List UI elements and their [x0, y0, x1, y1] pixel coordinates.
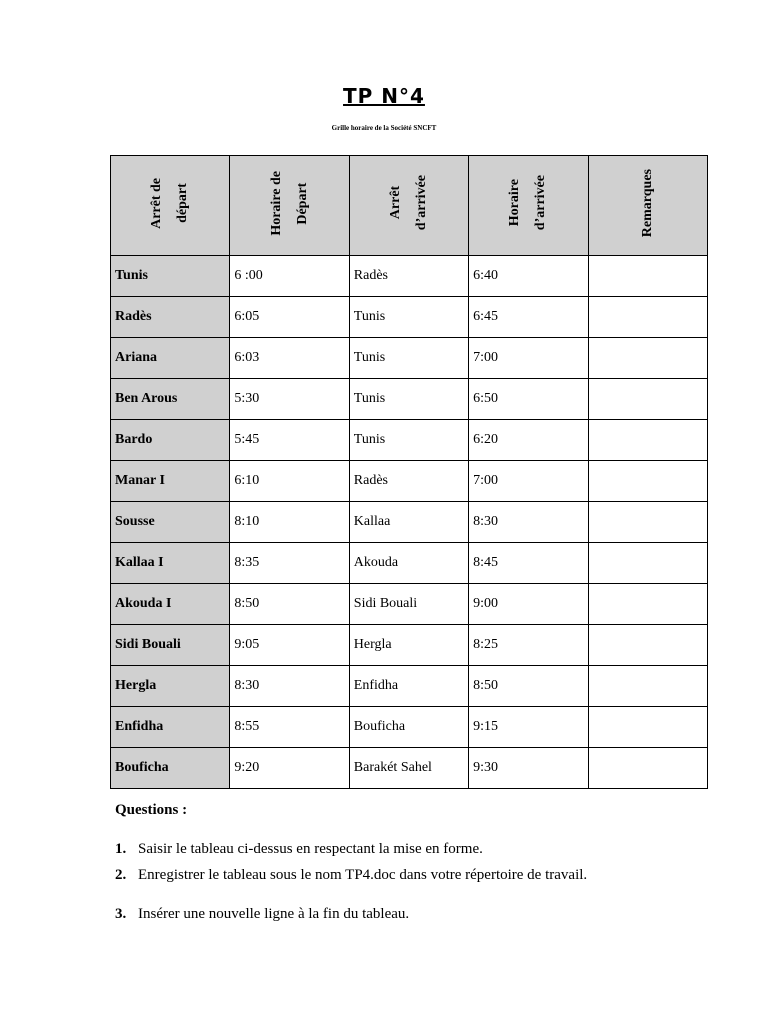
departure-stop-cell: Tunis	[111, 256, 230, 297]
header-depart-stop	[111, 156, 230, 256]
departure-stop-cell: Enfidha	[111, 707, 230, 748]
table-row	[111, 420, 708, 461]
departure-time-cell: 8:10	[230, 502, 349, 543]
timetable	[110, 155, 708, 789]
arrival-stop-cell: Kallaa	[349, 502, 468, 543]
departure-time-cell: 5:30	[230, 379, 349, 420]
questions-section	[115, 802, 715, 932]
remarks-cell	[588, 256, 707, 297]
question-item	[115, 841, 715, 858]
arrival-stop-cell: Sidi Bouali	[349, 584, 468, 625]
arrival-stop-cell: Radès	[349, 461, 468, 502]
table-row	[111, 297, 708, 338]
departure-time-cell: 9:05	[230, 625, 349, 666]
header-label: Horaire de	[268, 170, 284, 236]
departure-time-cell: 8:35	[230, 543, 349, 584]
departure-time-cell: 6 :00	[230, 256, 349, 297]
header-label: Horaire	[507, 179, 523, 227]
departure-time-cell: 5:45	[230, 420, 349, 461]
arrival-stop-cell: Tunis	[349, 338, 468, 379]
arrival-time-cell: 8:30	[469, 502, 588, 543]
table-row	[111, 379, 708, 420]
arrival-time-cell: 7:00	[469, 338, 588, 379]
question-text: Insérer une nouvelle ligne à la fin du tableau.	[138, 906, 410, 922]
remarks-cell	[588, 420, 707, 461]
table-row	[111, 666, 708, 707]
arrival-time-cell: 9:30	[469, 748, 588, 789]
departure-stop-cell: Sidi Bouali	[111, 625, 230, 666]
table-row	[111, 256, 708, 297]
remarks-cell	[588, 543, 707, 584]
arrival-time-cell: 9:15	[469, 707, 588, 748]
header-arrival-stop	[349, 156, 468, 256]
header-label: départ	[175, 183, 191, 223]
page-subtitle: Grille horaire de la Société SNCFT	[331, 124, 437, 132]
arrival-time-cell: 9:00	[469, 584, 588, 625]
header-remarks	[588, 156, 707, 256]
arrival-time-cell: 8:25	[469, 625, 588, 666]
remarks-cell	[588, 502, 707, 543]
table-row	[111, 461, 708, 502]
table-row	[111, 584, 708, 625]
arrival-time-cell: 6:45	[469, 297, 588, 338]
remarks-cell	[588, 625, 707, 666]
table-row	[111, 338, 708, 379]
departure-stop-cell: Ben Arous	[111, 379, 230, 420]
departure-stop-cell: Kallaa I	[111, 543, 230, 584]
remarks-cell	[588, 461, 707, 502]
question-number: 3.	[115, 906, 127, 922]
arrival-time-cell: 6:20	[469, 420, 588, 461]
departure-stop-cell: Hergla	[111, 666, 230, 707]
arrival-time-cell: 8:50	[469, 666, 588, 707]
header-depart-time	[230, 156, 349, 256]
questions-heading: Questions :	[115, 802, 188, 818]
table-row	[111, 502, 708, 543]
remarks-cell	[588, 338, 707, 379]
table-row	[111, 748, 708, 789]
arrival-stop-cell: Tunis	[349, 420, 468, 461]
arrival-stop-cell: Barakét Sahel	[349, 748, 468, 789]
question-item	[115, 906, 715, 923]
departure-time-cell: 8:55	[230, 707, 349, 748]
remarks-cell	[588, 748, 707, 789]
question-item	[115, 867, 715, 884]
header-label: Arrêt de	[149, 177, 165, 229]
arrival-time-cell: 6:40	[469, 256, 588, 297]
departure-time-cell: 9:20	[230, 748, 349, 789]
arrival-stop-cell: Tunis	[349, 297, 468, 338]
departure-time-cell: 6:05	[230, 297, 349, 338]
remarks-cell	[588, 379, 707, 420]
departure-stop-cell: Sousse	[111, 502, 230, 543]
departure-time-cell: 6:03	[230, 338, 349, 379]
table-body	[111, 256, 708, 789]
remarks-cell	[588, 707, 707, 748]
arrival-time-cell: 7:00	[469, 461, 588, 502]
question-text: Enregistrer le tableau sous le nom TP4.doc dans votre répertoire de travail.	[138, 867, 588, 883]
arrival-stop-cell: Bouficha	[349, 707, 468, 748]
table-header-row	[111, 156, 708, 256]
header-label: d’arrivée	[533, 175, 549, 231]
arrival-time-cell: 6:50	[469, 379, 588, 420]
remarks-cell	[588, 666, 707, 707]
question-text: Saisir le tableau ci-dessus en respectant la mise en forme.	[138, 841, 483, 857]
departure-stop-cell: Radès	[111, 297, 230, 338]
page-title: TP N°4	[343, 84, 425, 108]
departure-time-cell: 8:50	[230, 584, 349, 625]
arrival-stop-cell: Tunis	[349, 379, 468, 420]
header-label: d’arrivée	[413, 175, 429, 231]
header-label: Arrêt	[387, 186, 403, 220]
header-label: Départ	[294, 182, 310, 224]
departure-time-cell: 6:10	[230, 461, 349, 502]
departure-stop-cell: Manar I	[111, 461, 230, 502]
departure-stop-cell: Bouficha	[111, 748, 230, 789]
arrival-stop-cell: Enfidha	[349, 666, 468, 707]
departure-time-cell: 8:30	[230, 666, 349, 707]
table-row	[111, 543, 708, 584]
departure-stop-cell: Akouda I	[111, 584, 230, 625]
question-number: 1.	[115, 841, 127, 857]
arrival-stop-cell: Hergla	[349, 625, 468, 666]
header-label: Remarques	[639, 168, 655, 238]
arrival-time-cell: 8:45	[469, 543, 588, 584]
departure-stop-cell: Ariana	[111, 338, 230, 379]
table-row	[111, 625, 708, 666]
question-number: 2.	[115, 867, 127, 883]
remarks-cell	[588, 297, 707, 338]
remarks-cell	[588, 584, 707, 625]
header-arrival-time	[469, 156, 588, 256]
arrival-stop-cell: Radès	[349, 256, 468, 297]
departure-stop-cell: Bardo	[111, 420, 230, 461]
table-row	[111, 707, 708, 748]
arrival-stop-cell: Akouda	[349, 543, 468, 584]
